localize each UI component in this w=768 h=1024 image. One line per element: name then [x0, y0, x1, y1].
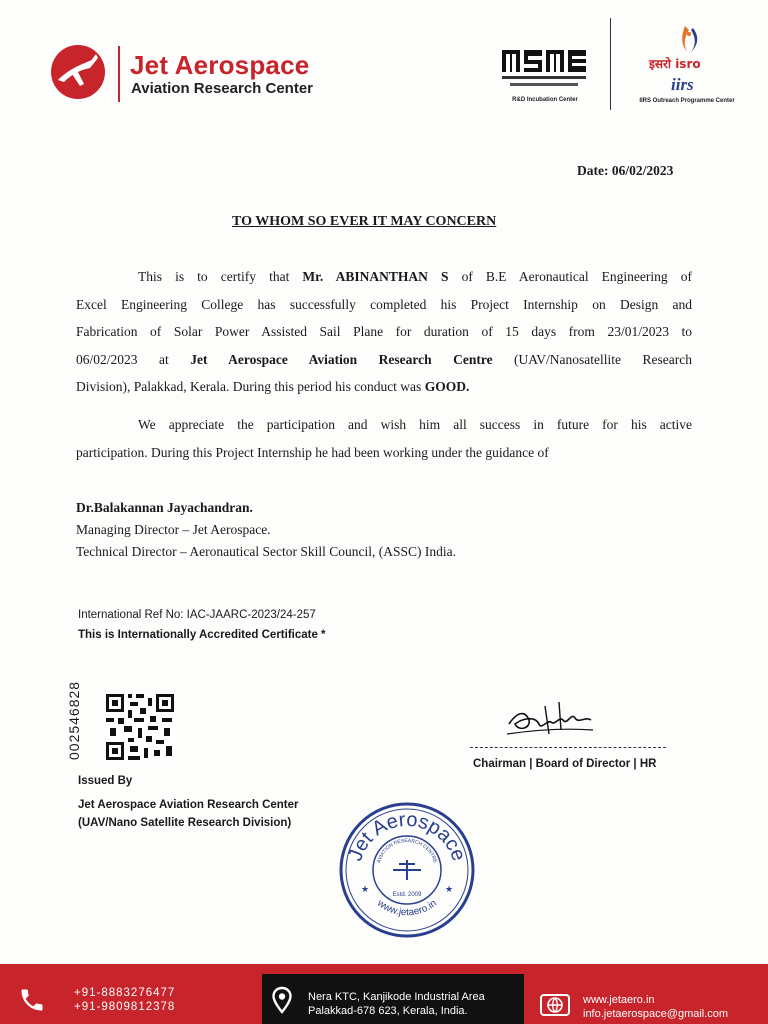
- website-link[interactable]: www.jetaero.in: [583, 994, 655, 1006]
- guide-role-2: Technical Director – Aeronautical Sector Skill Council, (ASSC) India.: [76, 544, 456, 559]
- address-line-1: Nera KTC, Kanjikode Industrial Area: [308, 991, 485, 1003]
- phone-2: +91-9809812378: [74, 1001, 176, 1013]
- isro-text: इसरो isro: [649, 57, 701, 71]
- isro-iirs-logo-icon: [645, 22, 735, 96]
- letter-date: Date: 06/02/2023: [577, 163, 674, 178]
- guide-block: [76, 497, 456, 563]
- seal-inner-text: AVIATION RESEARCH CENTRE: [375, 837, 439, 864]
- seal-est-text: Estd. 2009: [392, 892, 422, 898]
- issuer-line-2: (UAV/Nano Satellite Research Division): [78, 817, 292, 829]
- conduct-rating: GOOD.: [424, 379, 470, 394]
- para2-line2: participation. During this Project Internship he had been working under the guidance of: [76, 444, 549, 460]
- msme-caption: R&D Incubation Center: [512, 97, 578, 103]
- letter-heading: TO WHOM SO EVER IT MAY CONCERN: [232, 214, 497, 229]
- appreciation-paragraph: [76, 411, 692, 466]
- svg-text:★: ★: [445, 885, 454, 895]
- location-pin-icon: [270, 986, 294, 1014]
- footer-contact: [583, 993, 728, 1021]
- accreditation-note: This is Internationally Accredited Certificate *: [78, 629, 326, 641]
- msme-logo-icon: [500, 48, 588, 92]
- serial-number: 002546828: [66, 680, 82, 760]
- brand-subtitle: Aviation Research Center: [131, 80, 314, 97]
- handwritten-signature: [505, 694, 595, 744]
- reference-block: [78, 605, 326, 645]
- organization-name: Jet Aerospace Aviation Research Centre: [190, 351, 493, 367]
- seal-bottom-text: www.jetaero.in: [375, 897, 439, 919]
- signatory-title: Chairman | Board of Director | HR: [473, 758, 657, 770]
- phone-icon: [18, 986, 46, 1014]
- para1-line1: This is to certify that Mr. ABINANTHAN S of B.E Aeronautical Engineering of: [138, 269, 692, 284]
- globe-icon: [540, 992, 570, 1018]
- jet-aerospace-logo-icon: [50, 44, 106, 100]
- svg-text:★: ★: [361, 885, 370, 895]
- guide-name: Dr.Balakannan Jayachandran.: [76, 500, 253, 515]
- issuer-line-1: Jet Aerospace Aviation Research Center: [78, 799, 299, 811]
- para1-line3: Fabrication of Solar Power Assisted Sail Plane for duration of 15 days from 23/01/2023 to: [76, 324, 692, 339]
- para1-line5: Division), Palakkad, Kerala. During this period his conduct was GOOD.: [76, 379, 470, 394]
- iirs-text: iirs: [671, 75, 694, 94]
- para1-line4: 06/02/2023 at Jet Aerospace Aviation Research Centre (UAV/Nanosatellite Research: [76, 351, 692, 367]
- footer-phones: [74, 986, 175, 1014]
- certification-paragraph: [76, 263, 692, 401]
- seal-top-text: Jet Aerospace: [344, 808, 470, 864]
- brand-name: Jet Aerospace: [130, 50, 310, 80]
- address-line-2: Palakkad-678 623, Kerala, India.: [308, 1005, 468, 1017]
- jet-aerospace-seal-icon: [337, 800, 477, 940]
- para2-line1: We appreciate the participation and wish him all success in future for his active: [138, 417, 692, 432]
- qr-code-icon: [104, 692, 176, 762]
- para1-line2: Excel Engineering College has successfully completed his Project Internship on Design and: [76, 296, 692, 312]
- guide-role-1: Managing Director – Jet Aerospace.: [76, 522, 271, 537]
- iirs-caption: IIRS Outreach Programme Center: [639, 98, 735, 104]
- issued-by-block: [78, 772, 299, 832]
- reference-number: International Ref No: IAC-JAARC-2023/24-257: [78, 609, 316, 621]
- header-divider: [118, 46, 120, 102]
- phone-1: +91-8883276477: [74, 987, 176, 999]
- footer-address: [308, 990, 485, 1018]
- email-link[interactable]: info.jetaerospace@gmail.com: [583, 1008, 729, 1020]
- header-separator: [610, 18, 611, 110]
- student-name: Mr. ABINANTHAN S: [302, 269, 449, 284]
- issued-by-label: Issued By: [78, 775, 133, 787]
- signature-line: [470, 747, 666, 748]
- svg-text:www.jetaero.in: [374, 897, 439, 918]
